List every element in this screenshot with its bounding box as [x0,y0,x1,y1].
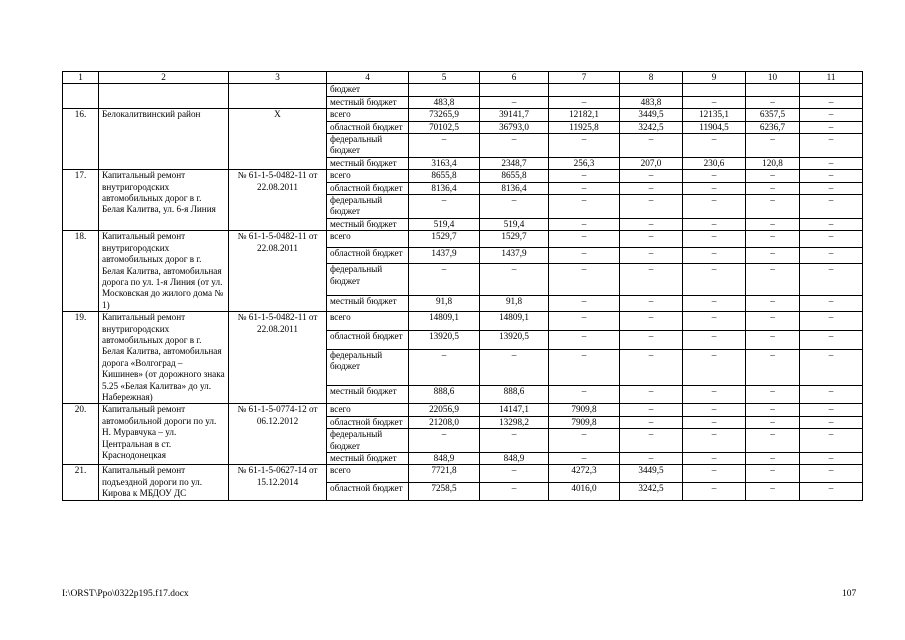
value-cell: 39141,7 [480,109,549,121]
value-cell: 256,3 [549,157,620,169]
value-cell: – [409,264,480,296]
value-cell: 6236,7 [746,121,800,133]
value-cell: – [620,429,683,453]
value-cell: – [683,96,746,108]
value-cell: 3449,5 [620,465,683,483]
value-cell [409,84,480,96]
value-cell: 73265,9 [409,109,480,121]
value-cell: 8136,4 [409,182,480,194]
value-cell: – [620,134,683,158]
value-cell: – [409,349,480,385]
value-cell: 483,8 [620,96,683,108]
value-cell: 848,9 [480,453,549,465]
value-cell: – [480,96,549,108]
header-cell: 9 [683,72,746,84]
object-name-cell: Капитальный ремонт подъездной дороги по ул. Кирова к МБДОУ ДС [99,465,229,500]
row-number-cell: 16. [63,109,99,170]
row-number-cell: 20. [63,404,99,465]
header-cell: 6 [480,72,549,84]
row-number-cell: 17. [63,170,99,231]
value-cell: – [549,247,620,263]
value-cell: – [800,453,863,465]
value-cell: – [683,416,746,428]
value-cell [683,84,746,96]
value-cell: – [620,385,683,404]
value-cell: 7721,8 [409,465,480,483]
funding-source-cell: федеральный бюджет [327,134,409,158]
value-cell: – [746,195,800,219]
value-cell [746,84,800,96]
object-name-cell: Белокалитвинский район [99,109,229,170]
funding-source-cell: всего [327,170,409,182]
value-cell: – [683,170,746,182]
value-cell: – [620,330,683,349]
value-cell: – [480,465,549,483]
value-cell: – [683,218,746,230]
funding-source-cell: всего [327,231,409,247]
table-row [63,231,863,247]
value-cell: – [746,170,800,182]
value-cell: 7909,8 [549,416,620,428]
value-cell: – [480,134,549,158]
value-cell: 11925,8 [549,121,620,133]
value-cell: – [746,312,800,331]
value-cell: – [746,404,800,416]
value-cell: 2348,7 [480,157,549,169]
value-cell: – [620,349,683,385]
value-cell: – [480,264,549,296]
value-cell: 12182,1 [549,109,620,121]
value-cell: – [683,483,746,501]
value-cell: – [800,195,863,219]
value-cell: – [683,429,746,453]
funding-source-cell: всего [327,109,409,121]
value-cell: – [620,170,683,182]
value-cell: – [746,349,800,385]
header-cell: 8 [620,72,683,84]
value-cell: – [480,483,549,501]
value-cell: – [800,109,863,121]
value-cell: – [549,134,620,158]
value-cell: 8136,4 [480,182,549,194]
header-cell: 2 [99,72,229,84]
value-cell: – [549,295,620,311]
value-cell: 13920,5 [409,330,480,349]
funding-source-cell: всего [327,312,409,331]
row-number-cell: 19. [63,312,99,404]
funding-source-cell: местный бюджет [327,218,409,230]
funding-source-cell: федеральный бюджет [327,349,409,385]
value-cell: – [800,182,863,194]
value-cell: – [480,349,549,385]
value-cell: – [746,330,800,349]
document-cell: № 61-1-5-0482-11 от 22.08.2011 [229,312,327,404]
value-cell: 8655,8 [480,170,549,182]
value-cell: – [620,182,683,194]
funding-source-cell: всего [327,404,409,416]
value-cell: 888,6 [409,385,480,404]
value-cell: – [480,195,549,219]
funding-source-cell: областной бюджет [327,247,409,263]
value-cell: – [746,182,800,194]
value-cell: – [746,453,800,465]
document-cell [229,84,327,109]
funding-source-cell: областной бюджет [327,182,409,194]
value-cell: 6357,5 [746,109,800,121]
value-cell: – [800,157,863,169]
value-cell: 3163,4 [409,157,480,169]
value-cell: 3449,5 [620,109,683,121]
value-cell: 1437,9 [480,247,549,263]
value-cell: – [800,96,863,108]
header-cell: 1 [63,72,99,84]
value-cell: 21208,0 [409,416,480,428]
value-cell: – [683,247,746,263]
value-cell: – [746,483,800,501]
value-cell: – [800,295,863,311]
value-cell: – [620,404,683,416]
value-cell: 7258,5 [409,483,480,501]
value-cell: – [620,453,683,465]
value-cell: – [549,96,620,108]
value-cell: – [746,429,800,453]
value-cell: – [746,295,800,311]
value-cell: – [620,218,683,230]
header-cell: 7 [549,72,620,84]
value-cell: – [620,416,683,428]
value-cell: 848,9 [409,453,480,465]
value-cell: – [683,453,746,465]
value-cell: – [549,264,620,296]
value-cell: – [549,349,620,385]
value-cell [480,84,549,96]
header-row [63,72,863,84]
value-cell: – [800,231,863,247]
header-cell: 5 [409,72,480,84]
file-path: I:\ORST\Ppo\0322p195.f17.docx [62,589,189,599]
value-cell: – [800,483,863,501]
document-cell: № 61-1-5-0774-12 от 06.12.2012 [229,404,327,465]
value-cell: – [549,330,620,349]
funding-source-cell: местный бюджет [327,157,409,169]
value-cell: – [549,385,620,404]
funding-source-cell: бюджет [327,84,409,96]
value-cell: – [746,416,800,428]
value-cell: – [746,96,800,108]
value-cell: 12135,1 [683,109,746,121]
value-cell: – [683,330,746,349]
value-cell: 888,6 [480,385,549,404]
value-cell: – [683,349,746,385]
value-cell: – [800,247,863,263]
table-row [63,170,863,182]
value-cell: – [746,231,800,247]
value-cell: 4016,0 [549,483,620,501]
funding-source-cell: федеральный бюджет [327,195,409,219]
row-number-cell [63,84,99,109]
value-cell: – [746,465,800,483]
value-cell: 519,4 [409,218,480,230]
funding-source-cell: местный бюджет [327,295,409,311]
funding-source-cell: областной бюджет [327,483,409,501]
value-cell: – [620,247,683,263]
value-cell: – [683,385,746,404]
value-cell: – [620,312,683,331]
value-cell: – [800,349,863,385]
header-cell: 3 [229,72,327,84]
value-cell: – [409,134,480,158]
value-cell: – [683,295,746,311]
funding-source-cell: местный бюджет [327,385,409,404]
value-cell: 11904,5 [683,121,746,133]
value-cell: 230,6 [683,157,746,169]
funding-source-cell: местный бюджет [327,96,409,108]
value-cell: 91,8 [409,295,480,311]
value-cell: – [620,195,683,219]
table-row [63,84,863,96]
header-cell: 11 [800,72,863,84]
object-name-cell: Капитальный ремонт внутригородских автомобильных дорог в г. Белая Калитва, автомобильная дорога по ул. 1-я Линия (от ул. Московская до жилого дома № 1) [99,231,229,312]
value-cell: – [549,231,620,247]
value-cell: – [746,247,800,263]
value-cell: – [746,385,800,404]
value-cell: 3242,5 [620,121,683,133]
budget-table [62,71,863,501]
value-cell: – [683,312,746,331]
value-cell: – [800,312,863,331]
value-cell: – [549,429,620,453]
value-cell: – [683,195,746,219]
funding-source-cell: областной бюджет [327,416,409,428]
value-cell: 13298,2 [480,416,549,428]
value-cell [620,84,683,96]
value-cell: – [683,134,746,158]
funding-source-cell: областной бюджет [327,330,409,349]
value-cell: 70102,5 [409,121,480,133]
value-cell: – [620,295,683,311]
value-cell: – [800,134,863,158]
table-row [63,465,863,483]
document-cell: № 61-1-5-0482-11 от 22.08.2011 [229,231,327,312]
table-row [63,404,863,416]
value-cell: – [800,330,863,349]
value-cell: – [620,231,683,247]
value-cell: – [800,121,863,133]
value-cell: 36793,0 [480,121,549,133]
value-cell: – [683,264,746,296]
header-cell: 4 [327,72,409,84]
value-cell [800,84,863,96]
value-cell: – [683,231,746,247]
value-cell: – [800,404,863,416]
object-name-cell: Капитальный ремонт автомобильной дороги по ул. Н. Муравчука – ул. Центральная в ст. Краснодонецкая [99,404,229,465]
value-cell: 8655,8 [409,170,480,182]
value-cell: – [549,195,620,219]
value-cell: – [549,170,620,182]
row-number-cell: 21. [63,465,99,500]
value-cell: – [549,218,620,230]
value-cell: – [480,429,549,453]
value-cell: 22056,9 [409,404,480,416]
funding-source-cell: местный бюджет [327,453,409,465]
document-cell: № 61-1-5-0482-11 от 22.08.2011 [229,170,327,231]
value-cell: 14147,1 [480,404,549,416]
value-cell: – [746,134,800,158]
value-cell: 14809,1 [409,312,480,331]
object-name-cell: Капитальный ремонт внутригородских автомобильных дорог в г. Белая Калитва, автомобильная дорога «Волгоград – Кишинев» (от дорожного знака 5.25 «Белая Калитва» до ул. Набережная) [99,312,229,404]
funding-source-cell: областной бюджет [327,121,409,133]
value-cell: – [409,195,480,219]
value-cell: 207,0 [620,157,683,169]
table-row [63,109,863,121]
value-cell: 483,8 [409,96,480,108]
value-cell: 7909,8 [549,404,620,416]
value-cell: – [620,264,683,296]
value-cell: 3242,5 [620,483,683,501]
value-cell: 91,8 [480,295,549,311]
object-name-cell [99,84,229,109]
value-cell: 4272,3 [549,465,620,483]
value-cell: – [746,264,800,296]
funding-source-cell: федеральный бюджет [327,429,409,453]
value-cell: 1529,7 [480,231,549,247]
value-cell: – [800,385,863,404]
value-cell: 1529,7 [409,231,480,247]
value-cell: – [549,453,620,465]
value-cell: – [683,465,746,483]
value-cell [549,84,620,96]
value-cell: 13920,5 [480,330,549,349]
value-cell: 14809,1 [480,312,549,331]
funding-source-cell: федеральный бюджет [327,264,409,296]
value-cell: – [683,182,746,194]
row-number-cell: 18. [63,231,99,312]
value-cell: – [549,182,620,194]
value-cell: – [409,429,480,453]
document-cell: Х [229,109,327,170]
funding-source-cell: всего [327,465,409,483]
value-cell: – [683,404,746,416]
page-number: 107 [842,589,857,599]
value-cell: – [800,429,863,453]
value-cell: – [800,465,863,483]
value-cell: 120,8 [746,157,800,169]
value-cell: – [800,218,863,230]
value-cell: – [746,218,800,230]
value-cell: – [800,416,863,428]
table-row [63,312,863,331]
document-cell: № 61-1-5-0627-14 от 15.12.2014 [229,465,327,500]
value-cell: – [549,312,620,331]
value-cell: 519,4 [480,218,549,230]
object-name-cell: Капитальный ремонт внутригородских автомобильных дорог в г. Белая Калитва, ул. 6-я Линия [99,170,229,231]
value-cell: 1437,9 [409,247,480,263]
header-cell: 10 [746,72,800,84]
value-cell: – [800,170,863,182]
value-cell: – [800,264,863,296]
